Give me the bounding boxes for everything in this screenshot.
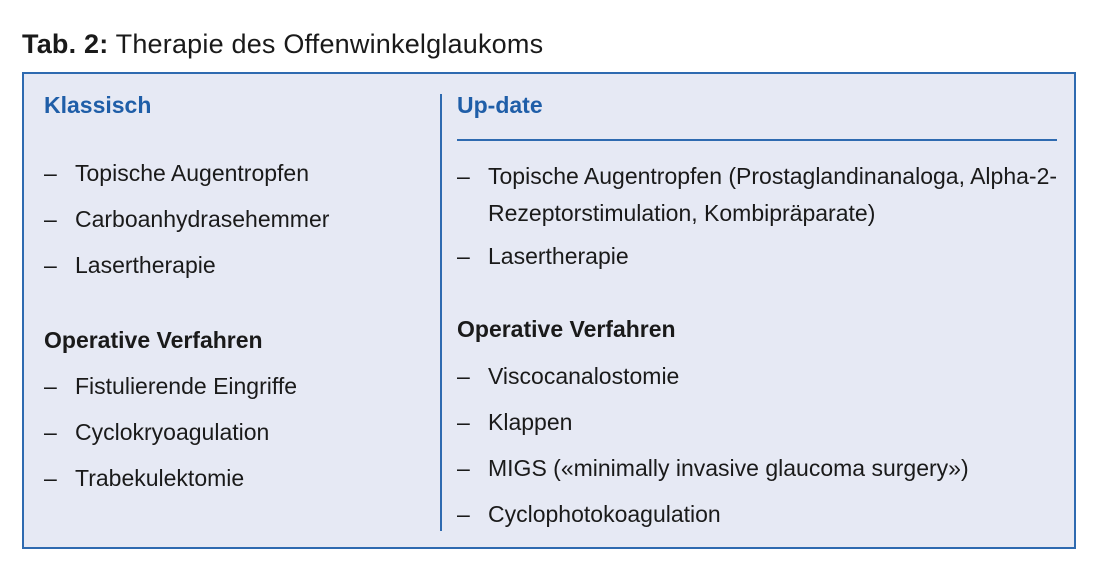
list-item-text: Carboanhydrasehemmer [75,206,330,232]
dash-bullet: – [457,455,470,481]
list-item-text: Lasertherapie [488,243,629,269]
dash-bullet: – [457,501,470,527]
list-item-text: Topische Augentropfen [75,160,310,186]
dash-bullet: – [457,243,470,269]
list-item-text: Cyclokryoagulation [75,419,270,445]
dash-bullet: – [44,419,57,445]
therapy-table [22,72,1076,549]
dash-bullet: – [44,465,57,491]
subheading-operative-update: Operative Verfahren [457,316,676,342]
list-item [457,158,1057,232]
update-operative-list [457,361,969,545]
list-item [44,158,329,188]
list-item-text: Lasertherapie [75,252,216,278]
dash-bullet: – [44,252,57,278]
table-number: Tab. 2: [22,29,109,59]
column-header-classic: Klassisch [44,92,152,118]
list-item [44,417,297,447]
list-item [44,204,329,234]
list-item-text: MIGS («minimally invasive glaucoma surgery») [488,455,969,481]
list-item-text: Cyclophotokoagulation [488,501,721,527]
list-item [44,463,297,493]
list-item-text: Fistulierende Eingriffe [75,373,298,399]
classic-therapy-list [44,158,329,296]
list-item [44,250,329,280]
update-therapy-list [457,158,1057,287]
header-rule [457,139,1057,141]
dash-bullet: – [457,163,470,189]
list-item [457,241,1057,271]
list-item-text: Topische Augentropfen (Prostaglandinanaloga, Alpha-2-Rezeptorstimulation, Kombipräparate) [488,163,1058,226]
dash-bullet: – [44,206,57,232]
column-header-update: Up-date [457,92,543,118]
dash-bullet: – [44,160,57,186]
table-caption [22,26,543,62]
list-item [457,453,969,483]
list-item-text: Klappen [488,409,573,435]
dash-bullet: – [44,373,57,399]
table-title: Therapie des Offenwinkelglaukoms [108,29,544,59]
list-item-text: Viscocanalostomie [488,363,680,389]
list-item [457,407,969,437]
column-divider [440,94,442,531]
list-item [457,499,969,529]
classic-operative-list [44,371,297,509]
subheading-operative-classic: Operative Verfahren [44,327,263,353]
dash-bullet: – [457,409,470,435]
list-item [457,361,969,391]
list-item-text: Trabekulektomie [75,465,245,491]
list-item [44,371,297,401]
dash-bullet: – [457,363,470,389]
